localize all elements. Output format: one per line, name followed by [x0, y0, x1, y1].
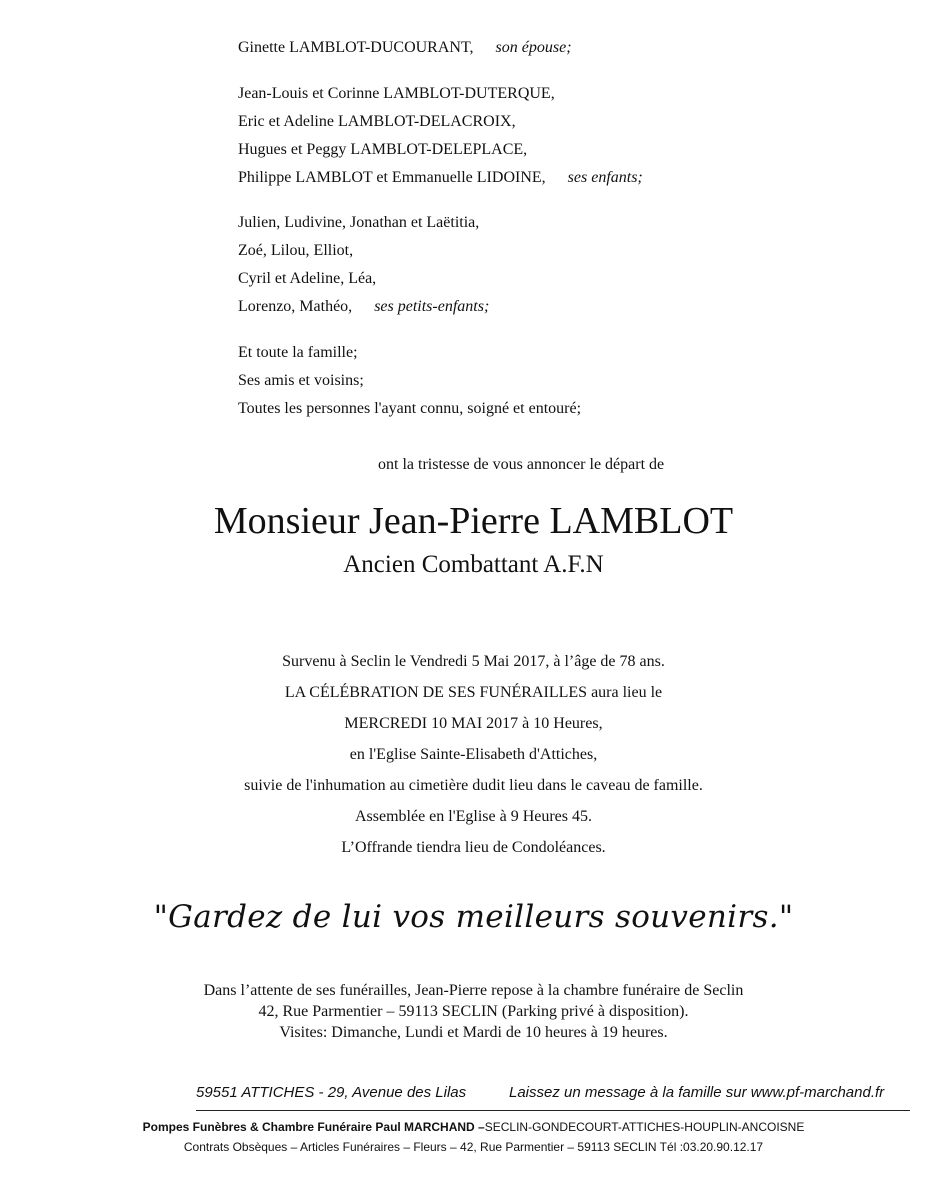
others-line: Et toute la famille;	[238, 344, 358, 361]
detail-line: suivie de l'inhumation au cimetière dudit lieu dans le caveau de famille.	[244, 777, 703, 794]
spouse-role: son épouse;	[495, 39, 572, 56]
footer-company	[0, 1120, 947, 1134]
spouse-name: Ginette LAMBLOT-DUCOURANT,	[238, 39, 474, 56]
child-line: Eric et Adeline LAMBLOT-DELACROIX,	[238, 113, 516, 130]
grandchild-line: Cyril et Adeline, Léa,	[238, 270, 377, 287]
others-line: Ses amis et voisins;	[238, 372, 364, 389]
spouse-line	[238, 39, 572, 57]
footer-divider	[196, 1110, 910, 1111]
child-line: Jean-Louis et Corinne LAMBLOT-DUTERQUE,	[238, 85, 555, 102]
footer-services: Contrats Obsèques – Articles Funéraires – Fleurs – 42, Rue Parmentier – 59113 SECLIN Tél :03.20.90.12.17	[183, 1140, 764, 1154]
footer-company-towns: SECLIN-GONDECOURT-ATTICHES-HOUPLIN-ANCOISNE	[484, 1120, 805, 1134]
grandchild-line: Zoé, Lilou, Elliot,	[238, 242, 354, 259]
grandchildren-role: ses petits-enfants;	[374, 298, 490, 315]
detail-line: Survenu à Seclin le Vendredi 5 Mai 2017, à l’âge de 78 ans.	[282, 653, 665, 670]
footer-address: 59551 ATTICHES - 29, Avenue des Lilas	[196, 1084, 467, 1101]
deceased-name: Monsieur Jean-Pierre LAMBLOT	[213, 500, 734, 542]
detail-line: Assemblée en l'Eglise à 9 Heures 45.	[354, 808, 593, 825]
announcement-intro: ont la tristesse de vous annoncer le départ de	[378, 456, 665, 473]
child-line: Philippe LAMBLOT et Emmanuelle LIDOINE,	[238, 169, 546, 186]
footer-message: Laissez un message à la famille sur www.pf-marchand.fr	[509, 1084, 885, 1101]
visit-line: 42, Rue Parmentier – 59113 SECLIN (Parking privé à disposition).	[258, 1003, 689, 1020]
detail-line: L’Offrande tiendra lieu de Condoléances.	[341, 839, 606, 856]
detail-line: LA CÉLÉBRATION DE SES FUNÉRAILLES aura lieu le	[284, 684, 663, 701]
others-line: Toutes les personnes l'ayant connu, soigné et entouré;	[238, 400, 582, 417]
grandchild-line: Julien, Ludivine, Jonathan et Laëtitia,	[238, 214, 480, 231]
footer-company-name: Pompes Funèbres & Chambre Funéraire Paul MARCHAND –	[142, 1120, 485, 1134]
grandchild-line: Lorenzo, Mathéo,	[238, 298, 353, 315]
child-line: Hugues et Peggy LAMBLOT-DELEPLACE,	[238, 141, 528, 158]
child-line-last	[238, 169, 643, 187]
deceased-title: Ancien Combattant A.F.N	[343, 551, 604, 578]
detail-line: en l'Eglise Sainte-Elisabeth d'Attiches,	[349, 746, 598, 763]
children-role: ses enfants;	[567, 169, 643, 186]
grandchild-line-last	[238, 298, 489, 316]
memorial-quote: "Gardez de lui vos meilleurs souvenirs."	[153, 899, 794, 935]
visit-line: Dans l’attente de ses funérailles, Jean-Pierre repose à la chambre funéraire de Seclin	[203, 982, 744, 999]
detail-line: MERCREDI 10 MAI 2017 à 10 Heures,	[344, 715, 603, 732]
visit-line: Visites: Dimanche, Lundi et Mardi de 10 heures à 19 heures.	[279, 1024, 668, 1041]
